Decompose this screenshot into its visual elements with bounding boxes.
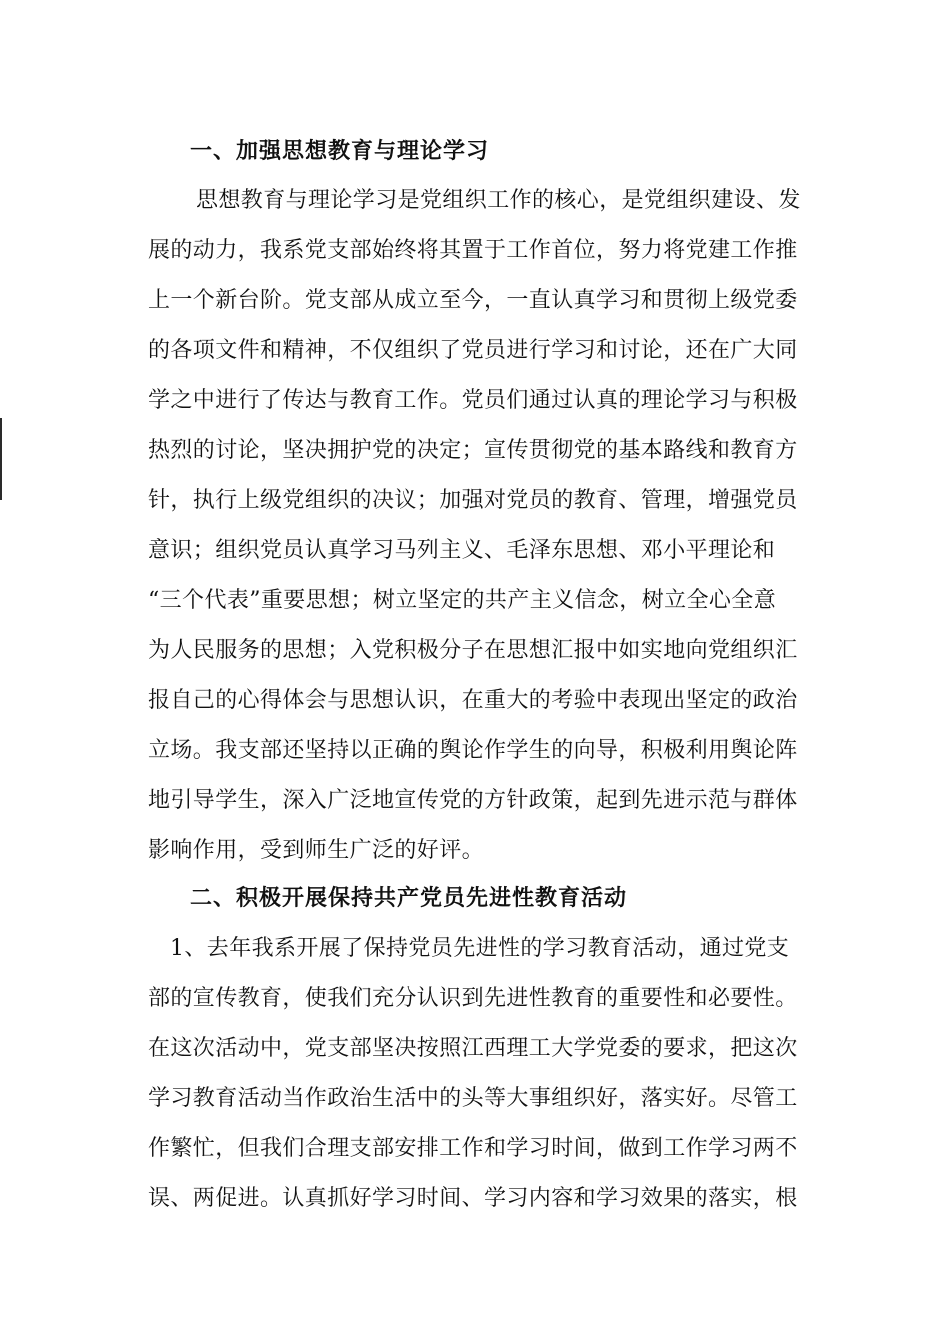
paragraph-line: 上一个新台阶。党支部从成立至今，一直认真学习和贯彻上级党委 bbox=[148, 288, 798, 313]
paragraph-line: 的各项文件和精神，不仅组织了党员进行学习和讨论，还在广大同 bbox=[148, 338, 798, 363]
paragraph-line: 思想教育与理论学习是党组织工作的核心，是党组织建设、发 bbox=[196, 188, 801, 213]
page-edge-mark bbox=[0, 418, 2, 500]
paragraph-line: 在这次活动中，党支部坚决按照江西理工大学党委的要求，把这次 bbox=[148, 1036, 798, 1061]
paragraph-line: 作繁忙，但我们合理支部安排工作和学习时间，做到工作学习两不 bbox=[148, 1136, 798, 1161]
paragraph-line: 展的动力，我系党支部始终将其置于工作首位，努力将党建工作推 bbox=[148, 238, 798, 263]
paragraph-line: 意识；组织党员认真学习马列主义、毛泽东思想、邓小平理论和 bbox=[148, 538, 776, 563]
paragraph-line: 报自己的心得体会与思想认识，在重大的考验中表现出坚定的政治 bbox=[148, 688, 798, 713]
section-heading-1: 一、加强思想教育与理论学习 bbox=[190, 139, 490, 164]
paragraph-line: 为人民服务的思想；入党积极分子在思想汇报中如实地向党组织汇 bbox=[148, 638, 798, 663]
section-heading-2: 二、积极开展保持共产党员先进性教育活动 bbox=[190, 886, 628, 911]
paragraph-line: 热烈的讨论，坚决拥护党的决定；宣传贯彻党的基本路线和教育方 bbox=[148, 438, 798, 463]
paragraph-line: 地引导学生，深入广泛地宣传党的方针政策，起到先进示范与群体 bbox=[148, 788, 798, 813]
paragraph-line: 立场。我支部还坚持以正确的舆论作学生的向导，积极利用舆论阵 bbox=[148, 738, 798, 763]
paragraph-line: 误、两促进。认真抓好学习时间、学习内容和学习效果的落实，根 bbox=[148, 1186, 798, 1211]
paragraph-line: 部的宣传教育，使我们充分认识到先进性教育的重要性和必要性。 bbox=[148, 986, 798, 1011]
paragraph-line: 影响作用，受到师生广泛的好评。 bbox=[148, 838, 485, 863]
paragraph-line: 学习教育活动当作政治生活中的头等大事组织好，落实好。尽管工 bbox=[148, 1086, 798, 1111]
paragraph-line: “三个代表”重要思想；树立坚定的共产主义信念，树立全心全意 bbox=[148, 588, 777, 613]
paragraph-line: 针，执行上级党组织的决议；加强对党员的教育、管理，增强党员 bbox=[148, 488, 798, 513]
paragraph-line: 学之中进行了传达与教育工作。党员们通过认真的理论学习与积极 bbox=[148, 388, 798, 413]
paragraph-line: 1、去年我系开展了保持党员先进性的学习教育活动，通过党支 bbox=[170, 936, 790, 961]
